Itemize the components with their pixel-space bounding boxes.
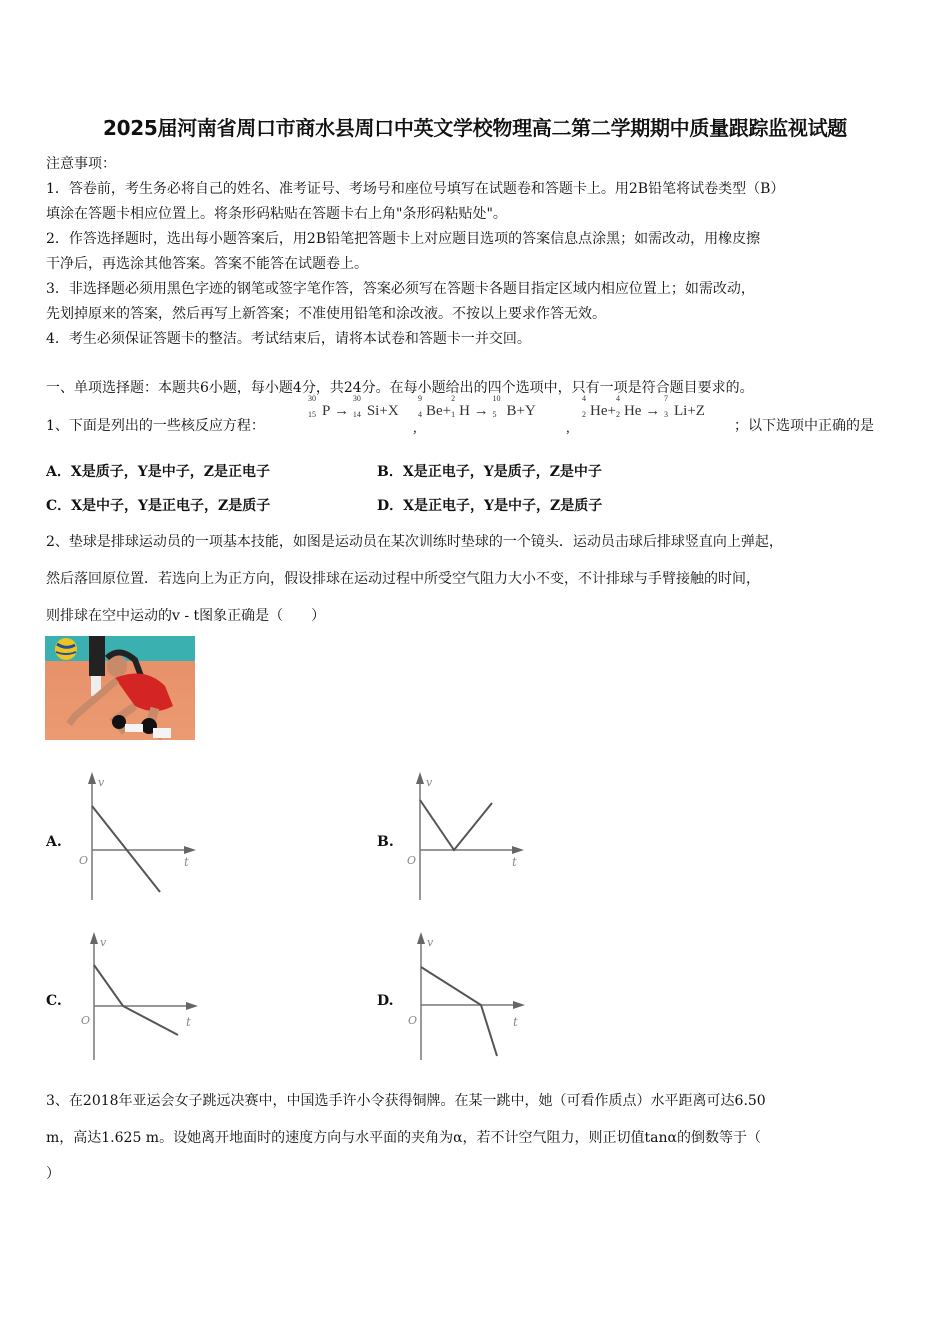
notice-line: 2．作答选择题时，选出每小题答案后，用2B铅笔把答题卡上对应题目选项的答案信息点涂黑；如需改动，用橡皮擦: [46, 231, 761, 247]
vt-graph-b[interactable]: [404, 770, 534, 905]
question-2-line: 然后落回原位置．若选向上为正方向，假设排球在运动过程中所受空气阻力大小不变，不计排球与手臂接触的时间，: [46, 571, 760, 587]
vt-graph-c[interactable]: [78, 930, 208, 1065]
notice-line: 1．答卷前，考生务必将自己的姓名、准考证号、考场号和座位号填写在试题卷和答题卡上。用2B铅笔将试卷类型（B）: [46, 181, 785, 197]
section-heading: 一、单项选择题：本题共6小题，每小题4分，共24分。在每小题给出的四个选项中，只有一项是符合题目要求的。: [46, 380, 754, 396]
volleyball-photo: [45, 636, 195, 740]
notice-line: 3．非选择题必须用黑色字迹的钢笔或签字笔作答，答案必须写在答题卡各题目指定区域内相应位置上；如需改动，: [46, 281, 755, 297]
svg-text:t: t: [186, 1015, 191, 1029]
question-3-line: ）: [46, 1166, 60, 1182]
notice-heading: 注意事项：: [46, 156, 116, 172]
vt-graph-d[interactable]: [405, 930, 535, 1065]
svg-text:v: v: [427, 936, 434, 949]
notice-line: 4．考生必须保证答题卡的整洁。考试结束后，请将本试卷和答题卡一并交回。: [46, 331, 531, 347]
notice-line: 填涂在答题卡相应位置上。将条形码粘贴在答题卡右上角"条形码粘贴处"。: [46, 206, 507, 222]
graph-b-label[interactable]: B.: [377, 834, 394, 850]
svg-text:O: O: [79, 854, 89, 867]
svg-text:v: v: [100, 936, 107, 949]
graph-a-label[interactable]: A.: [46, 834, 62, 850]
question-3-line: 3、在2018年亚运会女子跳远决赛中，中国选手许小令获得铜牌。在某一跳中，她（可看作质点）水平距离可达6.50: [46, 1093, 766, 1109]
notice-line: 干净后，再选涂其他答案。答案不能答在试题卷上。: [46, 256, 368, 272]
question-1-prefix: 1、下面是列出的一些核反应方程：: [46, 418, 265, 434]
nuclear-equation-1: 30 15 P → 30 14 Si+X: [308, 394, 399, 419]
question-3-line: m，高达1.625 m。设她离开地面时的速度方向与水平面的夹角为α，若不计空气阻力，则正切值tanα的倒数等于（: [46, 1130, 761, 1146]
question-2-line: 2、垫球是排球运动员的一项基本技能，如图是运动员在某次训练时垫球的一个镜头．运动员击球后排球竖直向上弹起，: [46, 534, 783, 550]
svg-text:O: O: [408, 1014, 418, 1027]
question-2-line: 则排球在空中运动的v - t图象正确是（ ）: [46, 608, 326, 624]
svg-text:t: t: [512, 855, 517, 869]
svg-text:t: t: [184, 855, 189, 869]
option-b[interactable]: B．X是正电子，Y是质子，Z是中子: [377, 464, 602, 480]
option-a[interactable]: A．X是质子，Y是中子，Z是正电子: [46, 464, 270, 480]
svg-text:v: v: [426, 776, 433, 789]
svg-text:O: O: [407, 854, 417, 867]
svg-text:v: v: [98, 776, 105, 789]
question-1-suffix: ；以下选项中正确的是: [734, 418, 874, 434]
svg-text:O: O: [81, 1014, 91, 1027]
notice-line: 先划掉原来的答案，然后再写上新答案；不准使用铅笔和涂改液。不按以上要求作答无效。: [46, 306, 606, 322]
nuclear-equation-3: 4 2 He+ 4 2 He → 7 3 Li+Z: [582, 394, 705, 419]
option-c[interactable]: C．X是中子，Y是正电子，Z是质子: [46, 498, 271, 514]
svg-text:t: t: [513, 1015, 518, 1029]
nuclear-equation-2: 9 4 Be+ 2 1 H → 10 5 B+Y: [418, 394, 536, 419]
graph-d-label[interactable]: D.: [377, 993, 394, 1009]
vt-graph-a[interactable]: [76, 770, 206, 905]
option-d[interactable]: D．X是正电子，Y是中子，Z是质子: [377, 498, 603, 514]
graph-c-label[interactable]: C.: [46, 993, 62, 1009]
page-title: 2025届河南省周口市商水县周口中英文学校物理高二第二学期期中质量跟踪监视试题: [103, 116, 847, 140]
